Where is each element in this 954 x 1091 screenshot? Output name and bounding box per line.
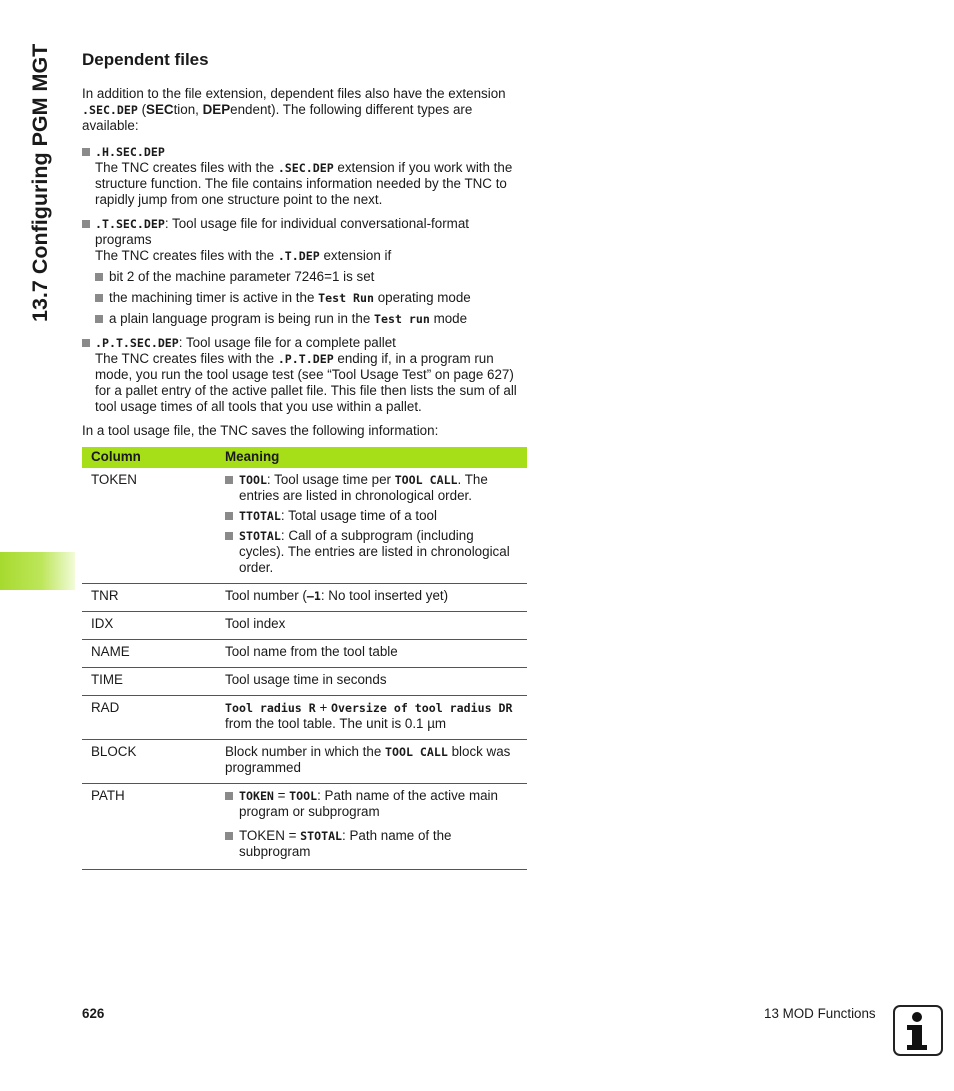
meaning-cell: Block number in which the TOOL CALL block was programmed: [216, 740, 527, 784]
table-header-row: [82, 447, 527, 468]
table-row: [82, 468, 527, 584]
bullet-p-t-sec-dep: .P.T.SEC.DEP: Tool usage file for a complete pallet The TNC creates files with the .P.T.DEP ending if, in a program run mode, you run the tool usage test (see “Tool Usage Test” on page 627) for a pallet entry of the active pallet file. This file then lists the sum of all tool usage times of all tools that you use within a pallet.: [82, 335, 527, 415]
column-cell: IDX: [82, 612, 216, 640]
bullet-square: [82, 148, 90, 156]
table-row: [82, 584, 527, 612]
page-number: 626: [82, 1006, 105, 1021]
table-row: [82, 740, 527, 784]
column-cell: PATH: [82, 784, 216, 870]
meaning-cell: TOKEN = TOOL: Path name of the active main program or subprogram TOKEN = STOTAL: Path name of the subprogram: [216, 784, 527, 870]
column-cell: TOKEN: [82, 468, 216, 584]
table-intro: In a tool usage file, the TNC saves the following information:: [82, 423, 439, 438]
meaning-cell: Tool name from the tool table: [216, 640, 527, 668]
chapter-footer: 13 MOD Functions: [764, 1006, 876, 1021]
side-tab-marker: [0, 552, 75, 590]
tool-usage-table: [82, 447, 527, 870]
side-chapter-title: 13.7 Configuring PGM MGT: [28, 44, 52, 323]
meaning-cell: Tool radius R + Oversize of tool radius DR from the tool table. The unit is 0.1 µm: [216, 696, 527, 740]
column-cell: NAME: [82, 640, 216, 668]
bullet-t-sec-dep: .T.SEC.DEP: Tool usage file for individual conversational-format programs The TNC creates files with the .T.DEP extension if bit 2 of the machine parameter 7246=1 is set the machining timer is active in the Test Run operating mode a plain language program is being run in the Test run mode: [82, 216, 527, 327]
bullet-square: [82, 339, 90, 347]
intro-paragraph: In addition to the file extension, dependent files also have the extension .SEC.DEP (SECtion, DEPendent). The following different types are available:: [82, 86, 506, 133]
column-cell: TNR: [82, 584, 216, 612]
table-row: [82, 696, 527, 740]
table-row: [82, 784, 527, 870]
main-content: [82, 50, 527, 870]
header-meaning: Meaning: [216, 447, 527, 468]
table-row: [82, 668, 527, 696]
section-heading: Dependent files: [82, 50, 209, 69]
column-cell: TIME: [82, 668, 216, 696]
column-cell: RAD: [82, 696, 216, 740]
info-icon-glyph: [895, 1007, 941, 1054]
meaning-cell: Tool number (–1: No tool inserted yet): [216, 584, 527, 612]
meaning-cell: TOOL: Tool usage time per TOOL CALL. The entries are listed in chronological order. TTOTAL: Total usage time of a tool STOTAL: Call of a subprogram (including cycles). The entries are listed in chronological order.: [216, 468, 527, 584]
column-cell: BLOCK: [82, 740, 216, 784]
bullet-square: [82, 220, 90, 228]
sub-bullet: bit 2 of the machine parameter 7246=1 is set: [95, 269, 527, 285]
table-row: [82, 612, 527, 640]
table-row: [82, 640, 527, 668]
meaning-cell: Tool usage time in seconds: [216, 668, 527, 696]
meaning-cell: Tool index: [216, 612, 527, 640]
info-icon: [893, 1005, 943, 1056]
bullet-h-sec-dep: .H.SEC.DEP The TNC creates files with the .SEC.DEP extension if you work with the structure function. The file contains information needed by the TNC to rapidly jump from one structure point to the next.: [82, 144, 527, 208]
header-column: Column: [82, 447, 216, 468]
sub-bullet: the machining timer is active in the Test Run operating mode: [95, 290, 527, 306]
sub-bullet: a plain language program is being run in the Test run mode: [95, 311, 527, 327]
